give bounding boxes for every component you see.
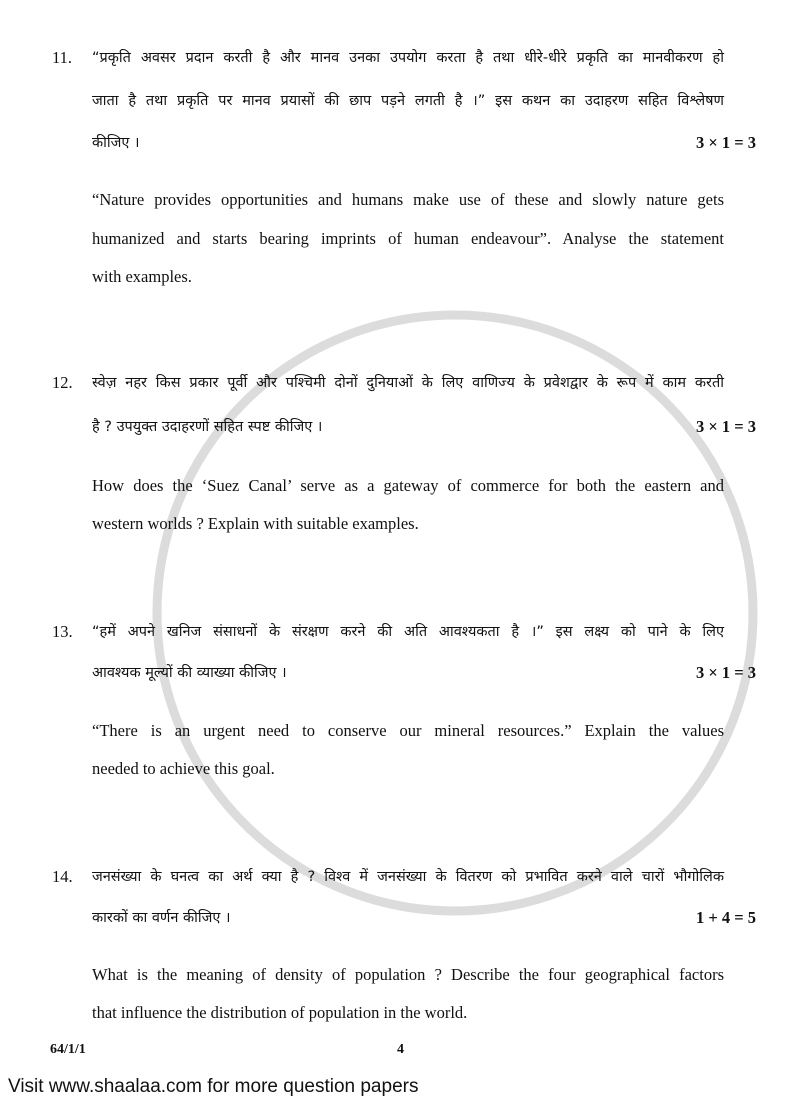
question-number: 14. [52, 867, 73, 886]
question-english-line: How does the ‘Suez Canal’ serve as a gateway of commerce for both the eastern and [92, 476, 724, 495]
question-hindi-line: कारकों का वर्णन कीजिए । [92, 910, 231, 926]
question-marks: 3 × 1 = 3 [695, 417, 756, 436]
question-english-line: that influence the distribution of population in the world. [92, 1003, 468, 1022]
question-hindi-line: कीजिए । [92, 135, 140, 151]
question-english-line: What is the meaning of density of population ? Describe the four geographical factors [92, 965, 724, 984]
question-hindi-line: जाता है तथा प्रकृति पर मानव प्रयासों की छाप पड़ने लगती है ।” इस कथन का उदाहरण सहित विश्लेषण [92, 93, 724, 109]
question-hindi-line: आवश्यक मूल्यों की व्याख्या कीजिए । [92, 665, 287, 681]
question-marks: 3 × 1 = 3 [695, 133, 756, 152]
question-number: 12. [52, 373, 73, 392]
footer-banner[interactable]: Visit www.shaalaa.com for more question papers [8, 1076, 419, 1097]
paper-code: 64/1/1 [50, 1042, 86, 1057]
question-english-line: “There is an urgent need to conserve our mineral resources.” Explain the values [92, 721, 724, 740]
question-hindi-line: “प्रकृति अवसर प्रदान करती है और मानव उनका उपयोग करता है तथा धीरे-धीरे प्रकृति का मानवीकरण हो [92, 50, 724, 66]
question-number: 13. [52, 622, 73, 641]
question-hindi-line: “हमें अपने खनिज संसाधनों के संरक्षण करने की अति आवश्यकता है ।” इस लक्ष्य को पाने के लिए [92, 624, 724, 640]
page-number: 4 [397, 1042, 404, 1057]
question-english-line: western worlds ? Explain with suitable examples. [92, 514, 419, 533]
question-marks: 1 + 4 = 5 [695, 908, 756, 927]
question-english-line: humanized and starts bearing imprints of human endeavour”. Analyse the statement [92, 229, 724, 248]
question-english-line: with examples. [92, 267, 192, 286]
question-english-line: “Nature provides opportunities and humans make use of these and slowly nature gets [92, 190, 724, 209]
question-marks: 3 × 1 = 3 [695, 663, 756, 682]
question-english-line: needed to achieve this goal. [92, 759, 275, 778]
question-hindi-line: है ? उपयुक्त उदाहरणों सहित स्पष्ट कीजिए । [92, 419, 323, 435]
watermark-logo [150, 308, 760, 918]
question-hindi-line: जनसंख्या के घनत्व का अर्थ क्या है ? विश्व में जनसंख्या के वितरण को प्रभावित करने वाले चारों भौगोलिक [92, 869, 724, 885]
question-number: 11. [52, 48, 73, 67]
question-hindi-line: स्वेज़ नहर किस प्रकार पूर्वी और पश्चिमी दोनों दुनियाओं के लिए वाणिज्य के प्रवेशद्वार के रूप में काम करती [92, 375, 724, 391]
